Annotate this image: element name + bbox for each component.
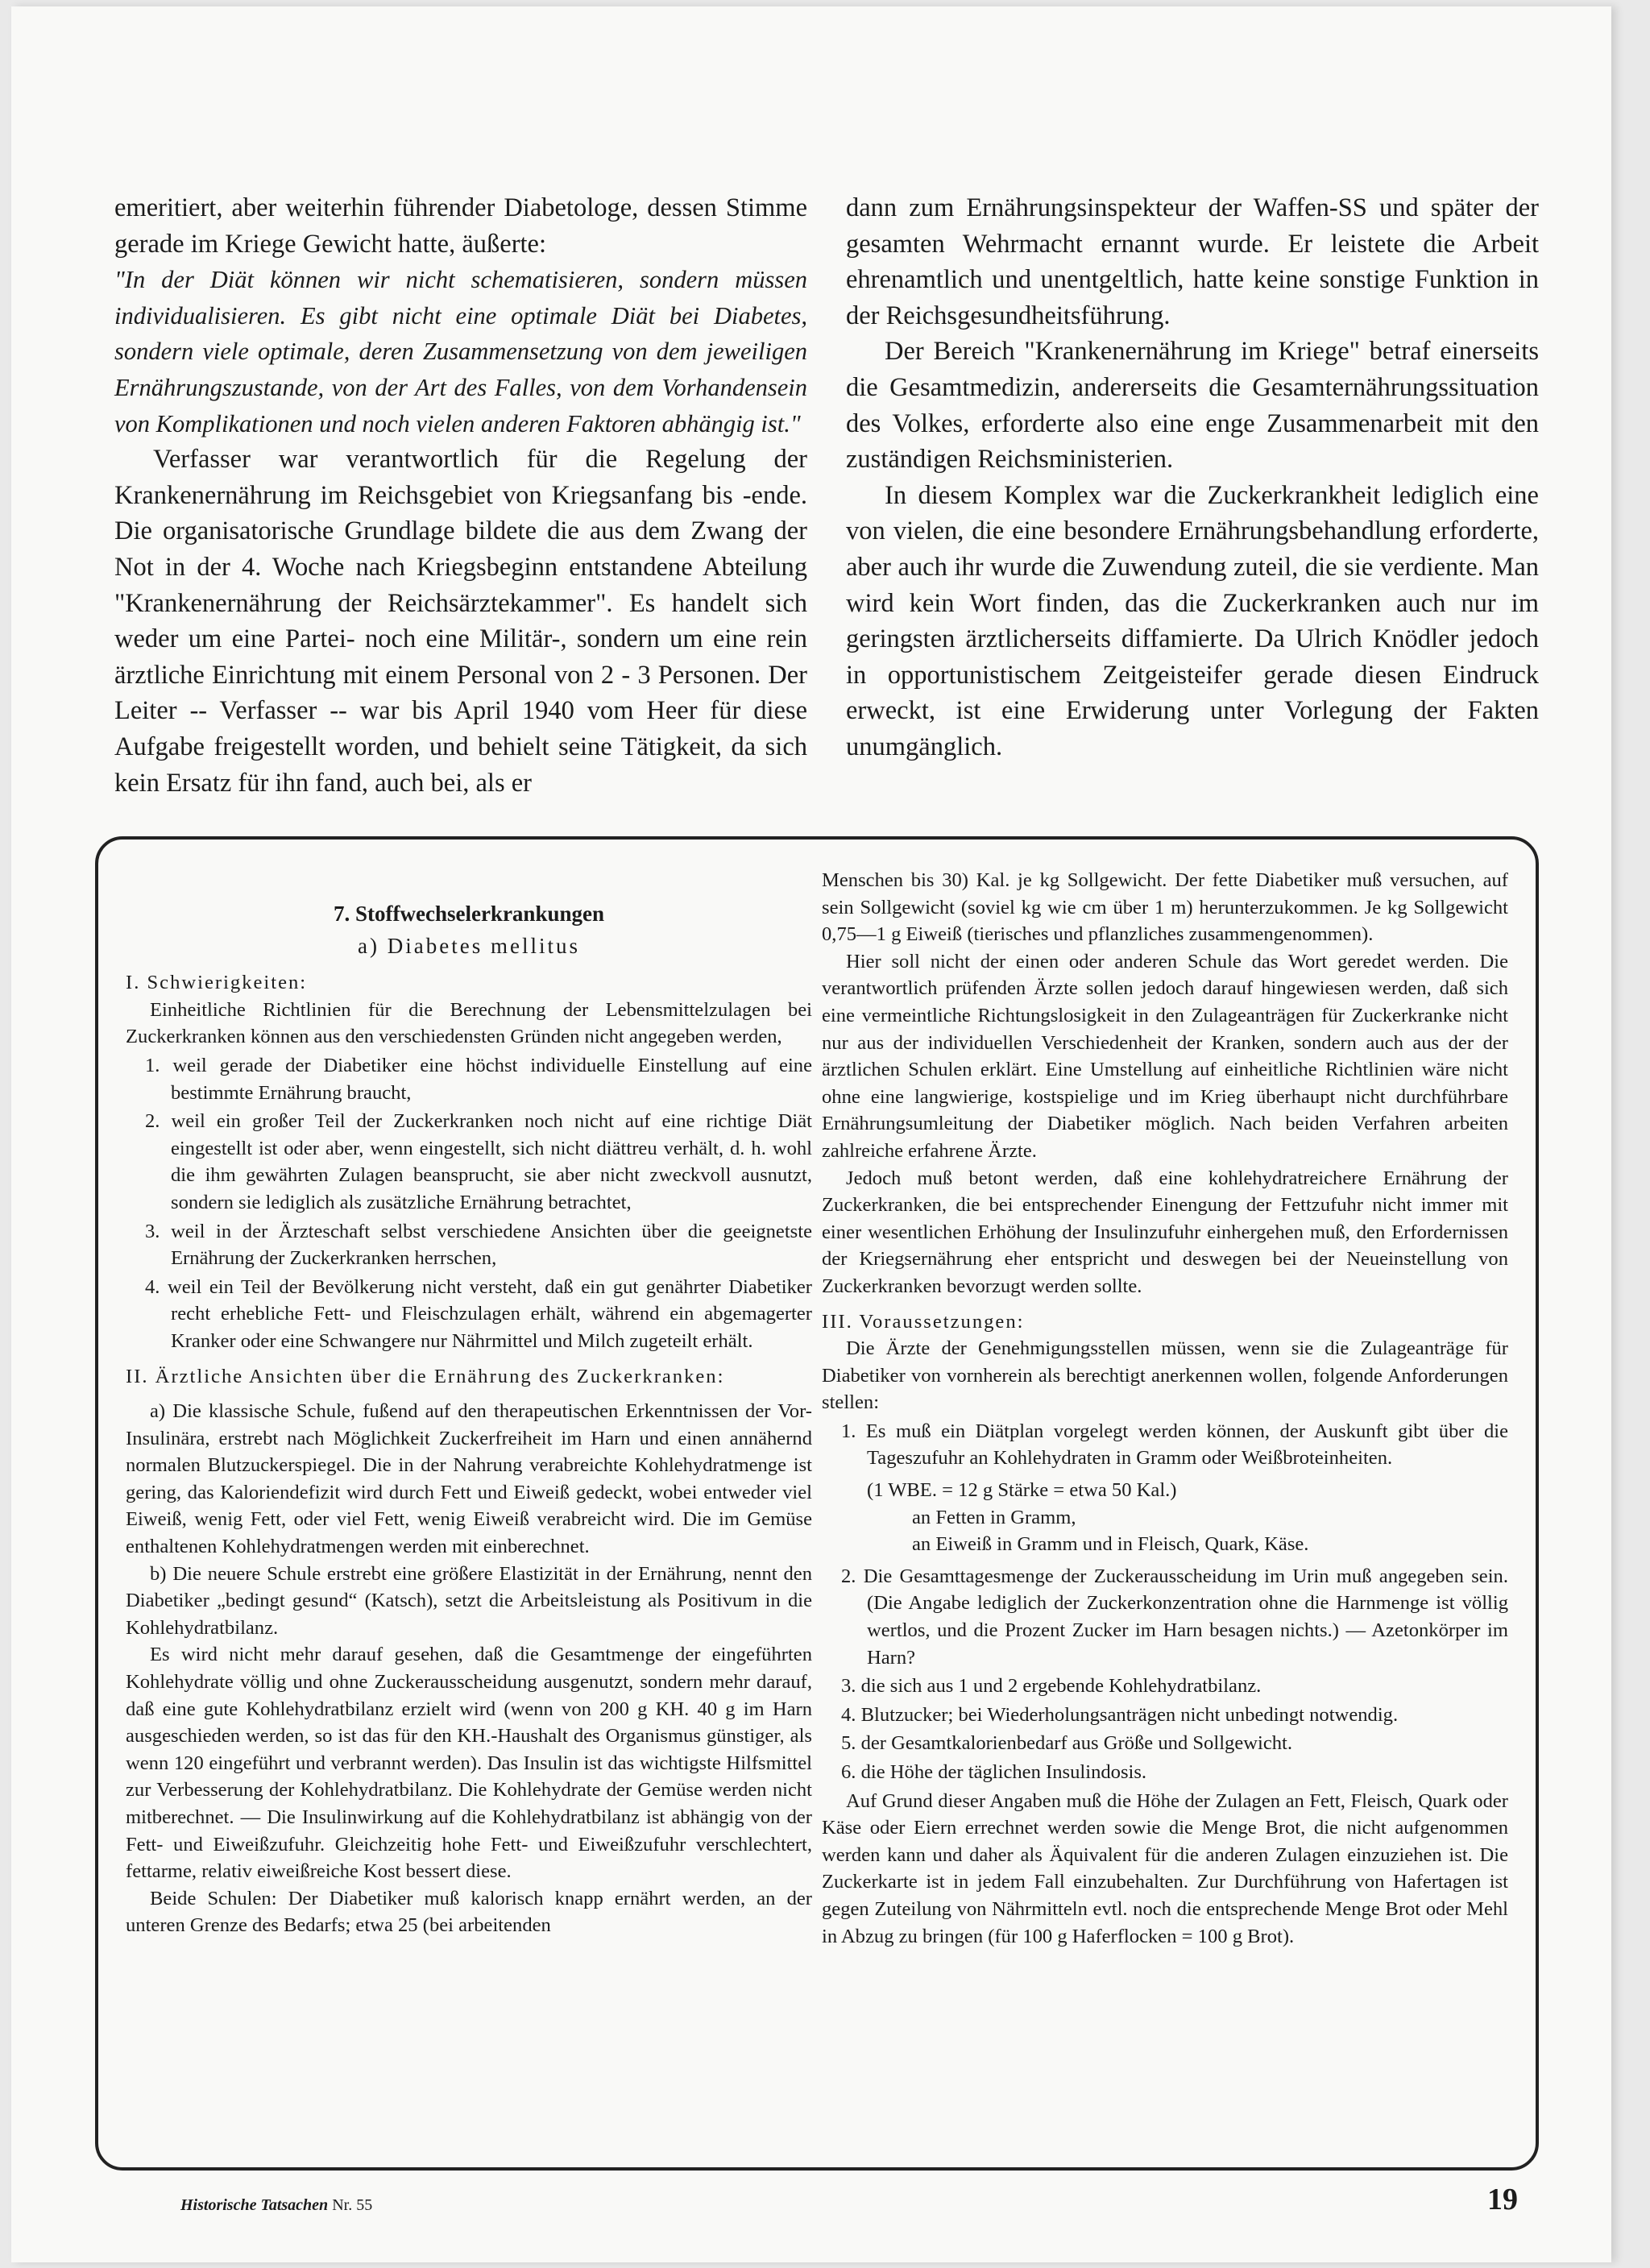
classic-school-paragraph: a) Die klassische Schule, fußend auf den therapeutischen Erkenntnissen der Vor-Insulinära, erstrebt nach Möglichkeit Zuckerfreiheit im Harn und einen annähernd normalen Blutzuckerspiegel. Die in der Nahrung verabreichte Kohlehydratmenge ist gering, das Kaloriendefizit wird durch Fett und Eiweiß gedeckt, wobei entweder viel Eiweiß, wenig Fett, oder viel Fett, wenig Eiweiß verabreicht wird. Die im Gemüse enthaltenen Kohlehydratmengen werden mit einberechnet. bbox=[126, 1400, 812, 1558]
requirement-item: 3. die sich aus 1 und 2 ergebende Kohlehydratbilanz. bbox=[841, 1675, 1262, 1698]
excerpt-title: 7. Stoffwechselerkrankungen bbox=[334, 902, 604, 926]
difficulties-intro: Einheitliche Richtlinien für die Berechnung der Lebensmittelzulagen bei Zuckerkranken können aus den verschiedensten Gründen nicht angegeben werden, bbox=[126, 998, 812, 1048]
closing-paragraph: Auf Grund dieser Angaben muß die Höhe der Zulagen an Fett, Fleisch, Quark oder Käse oder Eiern errechnet werden sowie die Menge Brot, die nicht aufgenommen werden kann und daher als Äquivalent für die anderen Zulagen einzuziehen ist. Die Zuckerkarte ist in jedem Fall einzubehalten. Zur Durchführung von Hafertagen ist gegen Zuteilung von Nährmitteln evtl. noch die entsprechende Menge Brot oder Mehl in Abzug zu bringen (für 100 g Haferflocken = 100 g Brot). bbox=[822, 1789, 1508, 1947]
excerpt-right-column bbox=[822, 867, 1508, 2143]
heading-medical-views: II. Ärztliche Ansichten über die Ernährung des Zuckerkranken: bbox=[126, 1365, 725, 1387]
formula-line: an Eiweiß in Gramm und in Fleisch, Quark, Käse. bbox=[912, 1533, 1309, 1556]
right-paragraph-1: dann zum Ernährungsinspekteur der Waffen-SS und später der gesamten Wehrmacht ernannt wurde. Er leistete die Arbeit ehrenamtlich und unentgeltlich, hatte keine sonstige Funktion in der Reichsgesundheitsführung. bbox=[846, 193, 1539, 330]
heading-requirements: III. Voraussetzungen: bbox=[822, 1310, 1025, 1333]
difficulty-item: 2. weil ein großer Teil der Zuckerkranken noch nicht auf eine richtige Diät eingestellt ist oder aber, wenn eingestellt, sich nicht diättreu verhält, d. h. wohl die ihm gewährten Zulagen beansprucht, sie aber nicht zweckvoll ausnutzt, sondern sie lediglich als zusätzliche Ernährung betrachtet, bbox=[145, 1110, 812, 1213]
requirement-item: 2. Die Gesamttagesmenge der Zuckerausscheidung im Urin muß angegeben sein. (Die Angabe lediglich der Zuckerkonzentration ohne die Harnmenge ist völlig wertlos, und die Prozent Zucker im Harn besagen nichts.) — Azetonkörper im Harn? bbox=[841, 1565, 1508, 1669]
both-schools-paragraph: Beide Schulen: Der Diabetiker muß kalorisch knapp ernährt werden, an der unteren Grenze des Bedarfs; etwa 25 (bei arbeitenden bbox=[126, 1887, 812, 1937]
requirement-item: 4. Blutzucker; bei Wiederholungsanträgen nicht unbedingt notwendig. bbox=[841, 1703, 1399, 1726]
requirement-item: 6. die Höhe der täglichen Insulindosis. bbox=[841, 1761, 1147, 1783]
excerpt-left-column bbox=[126, 867, 812, 2143]
bread-unit-formula bbox=[822, 1477, 1508, 1558]
left-quote: "In der Diät können wir nicht schematisieren, sondern müssen individualisieren. Es gibt nicht eine optimale Diät bei Diabetes, sondern viele optimale, deren Zusammensetzung von dem jeweiligen Ernährungszustande, von der Art des Falles, von dem Vorhandensein von Komplikationen und noch vielen anderen Faktoren abhängig ist." bbox=[114, 266, 807, 437]
article-columns bbox=[114, 190, 1539, 801]
heading-difficulties: I. Schwierigkeiten: bbox=[126, 972, 308, 994]
right-paragraph-2: Der Bereich "Krankenernährung im Kriege" betraf einerseits die Gesamtmedizin, andererseits die Gesamternährungssituation des Volkes, erforderte also eine enge Zusammenarbeit mit den zuständigen Reichsministerien. bbox=[846, 337, 1539, 475]
journal-title: Historische Tatsachen bbox=[180, 2196, 329, 2214]
requirement-item: 1. Es muß ein Diätplan vorgelegt werden können, der Auskunft gibt über die Tageszufuhr an Kohlehydraten in Gramm oder Weißbroteinheiten. bbox=[841, 1420, 1508, 1470]
journal-footer bbox=[180, 2196, 372, 2215]
requirement-item: 5. der Gesamtkalorienbedarf aus Größe und Sollgewicht. bbox=[841, 1732, 1293, 1755]
excerpt-subtitle: a) Diabetes mellitus bbox=[358, 933, 580, 958]
formula-line: (1 WBE. = 12 g Stärke = etwa 50 Kal.) bbox=[867, 1479, 1177, 1502]
document-excerpt-box bbox=[95, 836, 1539, 2171]
carbohydrate-paragraph: Es wird nicht mehr darauf gesehen, daß die Gesamtmenge der eingeführten Kohlehydrate völlig und ohne Zuckerausscheidung ausgenutzt, sondern mehr darauf, daß eine gute Kohlehydratbilanz erzielt wird (wenn von 200 g KH. 40 g im Harn ausgeschieden werden, so ist das für den KH.-Haushalt des Organismus günstiger, als wenn 120 eingeführt und verbrannt werden). Das Insulin ist das wichtigste Hilfsmittel zur Verbesserung der Kohlehydratbilanz. Die Kohlehydrate der Gemüse werden nicht mitberechnet. — Die Insulinwirkung auf die Kohlehydratbilanz ist abhängig von der Fett- und Eiweißzufuhr. Gleichzeitig hohe Fett- und Eiweißzufuhr verschlechtert, fettarme, relativ eiweißreiche Kost bessert diese. bbox=[126, 1644, 812, 1883]
difficulty-item: 1. weil gerade der Diabetiker eine höchst individuelle Einstellung auf eine bestimmte Ernährung braucht, bbox=[145, 1054, 812, 1104]
left-paragraph-1: emeritiert, aber weiterhin führender Diabetologe, dessen Stimme gerade im Kriege Gewicht hatte, äußerte: bbox=[114, 193, 807, 259]
schools-note-paragraph: Hier soll nicht der einen oder anderen Schule das Wort geredet werden. Die verantwortlich prüfenden Ärzte sollen jedoch darauf hingewiesen werden, daß sich eine vermeintliche Richtungslosigkeit in den Zulageanträgen für Zuckerkranke nicht nur aus der individuellen Verschiedenheit der Kranken, sondern auch aus der der ärztlichen Schulen erklärt. Eine Umstellung auf einheitliche Richtlinien wäre nicht ohne eine langwierige, kostspielige und im Krieg überhaupt nicht durchführbare Ernährungsumleitung der Diabetiker möglich. Nach beiden Verfahren arbeiten zahlreiche erfahrene Ärzte. bbox=[822, 950, 1508, 1162]
page-sheet bbox=[11, 6, 1611, 2262]
right-paragraph-3: In diesem Komplex war die Zuckerkrankheit lediglich eine von vielen, die eine besondere Ernährungsbehandlung erforderte, aber auch ihr wurde die Zuwendung zuteil, die sie verdiente. Man wird kein Wort finden, das die Zuckerkranken auch nur im geringsten ärztlicherseits diffamierte. Da Ulrich Knödler jedoch in opportunistischem Zeitgeisteifer gerade diesen Eindruck erweckt, ist eine Erwiderung unter Vorlegung der Fakten unumgänglich. bbox=[846, 480, 1539, 761]
calorie-paragraph: Menschen bis 30) Kal. je kg Sollgewicht. Der fette Diabetiker muß versuchen, auf sein Sollgewicht (soviel kg wie cm über 1 m) herunterzukommen. Je kg Sollgewicht 0,75—1 g Eiweiß (tierisches und pflanzliches zusammengenommen). bbox=[822, 869, 1508, 946]
formula-line: an Fetten in Gramm, bbox=[912, 1506, 1076, 1528]
emphasis-paragraph: Jedoch muß betont werden, daß eine kohlehydratreichere Ernährung der Zuckerkranken, die bei entsprechender Einengung der Fettzufuhr nicht immer mit einer wesentlichen Erhöhung der Insulinzufuhr einhergehen muß, den Erfordernissen der Kriegsernährung eher entspricht und deswegen bei der Neueinstellung von Zuckerkranken bevorzugt werden sollte. bbox=[822, 1167, 1508, 1297]
requirements-intro: Die Ärzte der Genehmigungsstellen müssen, wenn sie die Zulageanträge für Diabetiker von vornherein als berechtigt anerkennen wollen, folgende Anforderungen stellen: bbox=[822, 1337, 1508, 1414]
journal-issue: Nr. 55 bbox=[332, 2196, 373, 2214]
article-right-column bbox=[846, 190, 1539, 801]
difficulty-item: 3. weil in der Ärzteschaft selbst verschiedene Ansichten über die geeignetste Ernährung der Zuckerkranken herrschen, bbox=[145, 1220, 812, 1270]
article-left-column bbox=[114, 190, 807, 801]
difficulty-item: 4. weil ein Teil der Bevölkerung nicht versteht, daß ein gut genährter Diabetiker recht erhebliche Fett- und Fleischzulagen erhält, während ein abgemagerter Kranker oder eine Schwangere nur Nährmittel und Milch zugeteilt erhält. bbox=[145, 1275, 812, 1352]
newer-school-paragraph: b) Die neuere Schule erstrebt eine größere Elastizität in der Ernährung, nennt den Diabetiker „bedingt gesund“ (Katsch), setzt die Arbeitsleistung als Positivum in die Kohlehydratbilanz. bbox=[126, 1562, 812, 1639]
left-paragraph-2: Verfasser war verantwortlich für die Regelung der Krankenernährung im Reichsgebiet von Kriegsanfang bis -ende. Die organisatorische Grundlage bildete die aus dem Zwang der Not in der 4. Woche nach Kriegsbeginn entstandene Abteilung "Krankenernährung der Reichsärztekammer". Es handelt sich weder um eine Partei- noch eine Militär-, sondern um eine rein ärztliche Einrichtung mit einem Personal von 2 - 3 Personen. Der Leiter -- Verfasser -- war bis April 1940 vom Heer für diese Aufgabe freigestellt worden, und behielt seine Tätigkeit, da sich kein Ersatz für ihn fand, auch bei, als er bbox=[114, 445, 807, 798]
page-number: 19 bbox=[1487, 2183, 1518, 2216]
